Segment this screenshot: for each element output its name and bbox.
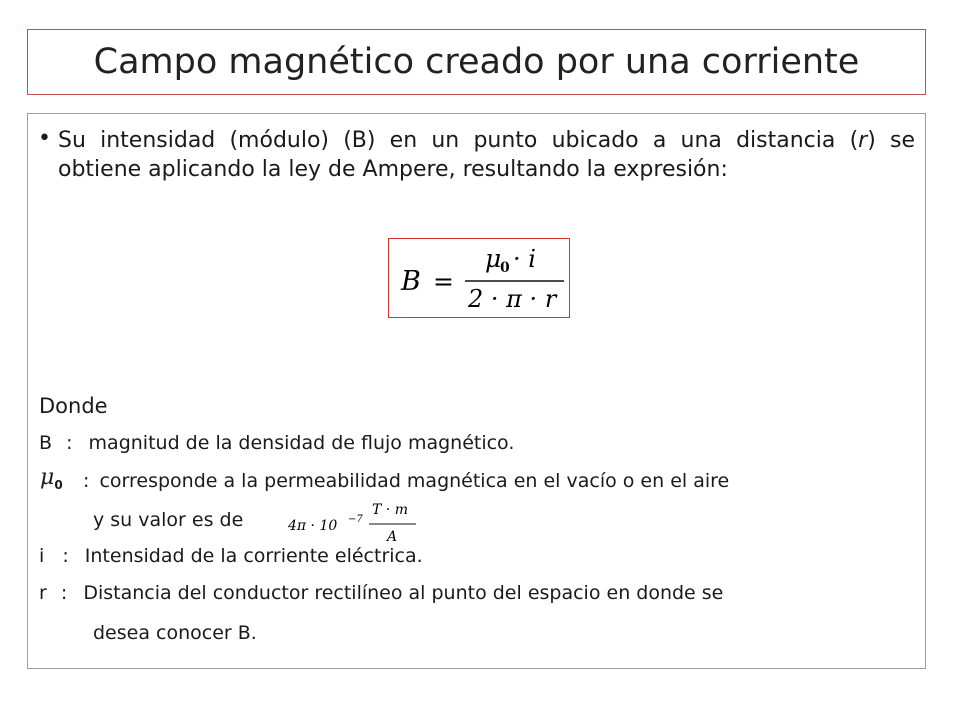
slide-title: Campo magnético creado por una corriente <box>93 42 860 82</box>
definition-r <box>39 582 723 604</box>
def-B-symbol: B <box>39 432 53 454</box>
formula-mu-subscript: 0 <box>500 260 510 276</box>
definition-mu-symbol <box>40 465 63 492</box>
def-r-sep: : <box>60 582 68 604</box>
definition-i <box>39 545 423 567</box>
content-box <box>27 113 926 669</box>
def-r-text: Distancia del conductor rectilíneo al punto del espacio en donde se <box>83 582 724 604</box>
def-B-sep: : <box>66 432 73 454</box>
formula-lhs: B <box>401 266 421 297</box>
value-num: T · m <box>372 502 408 518</box>
def-i-text: Intensidad de la corriente eléctrica. <box>84 545 423 567</box>
def-mu-symbol: μ <box>40 465 55 490</box>
def-mu-sep: : <box>83 470 90 492</box>
donde-label: Donde <box>39 394 108 418</box>
bullet-marker: • <box>38 126 51 151</box>
def-r-symbol: r <box>39 582 47 604</box>
def-mu-text: corresponde a la permeabilidad magnética en el vacío o en el aire <box>99 470 730 492</box>
def-mu-subscript: 0 <box>54 477 63 492</box>
formula-equals: = <box>433 267 454 296</box>
def-B-text: magnitud de la densidad de flujo magnético. <box>88 432 515 454</box>
formula-denominator: 2 · π · r <box>468 285 557 313</box>
def-i-symbol: i <box>39 545 45 567</box>
intro-text-2: ) se obtiene aplicando la ley de Ampere, resultando la expresión: <box>58 128 916 182</box>
definition-mu <box>83 470 729 492</box>
intro-paragraph <box>58 126 915 184</box>
value-coeff: 4π · 10 <box>288 518 338 534</box>
intro-text-1: Su intensidad (módulo) (B) en un punto ubicado a una distancia ( <box>58 128 859 153</box>
value-den: A <box>387 529 398 545</box>
formula-mu: μ <box>485 244 502 273</box>
value-exp: −7 <box>348 514 363 525</box>
formula-box <box>388 238 570 318</box>
definition-B <box>39 432 514 454</box>
formula-numerator-rest: · i <box>513 245 536 273</box>
formula-svg <box>389 239 569 317</box>
intro-r: r <box>858 128 868 153</box>
def-r-text-cont: desea conocer B. <box>93 622 257 644</box>
def-mu-value-intro: y su valor es de <box>93 509 244 531</box>
permeability-value <box>286 496 426 550</box>
def-i-sep: : <box>62 545 69 567</box>
title-box <box>27 29 926 95</box>
